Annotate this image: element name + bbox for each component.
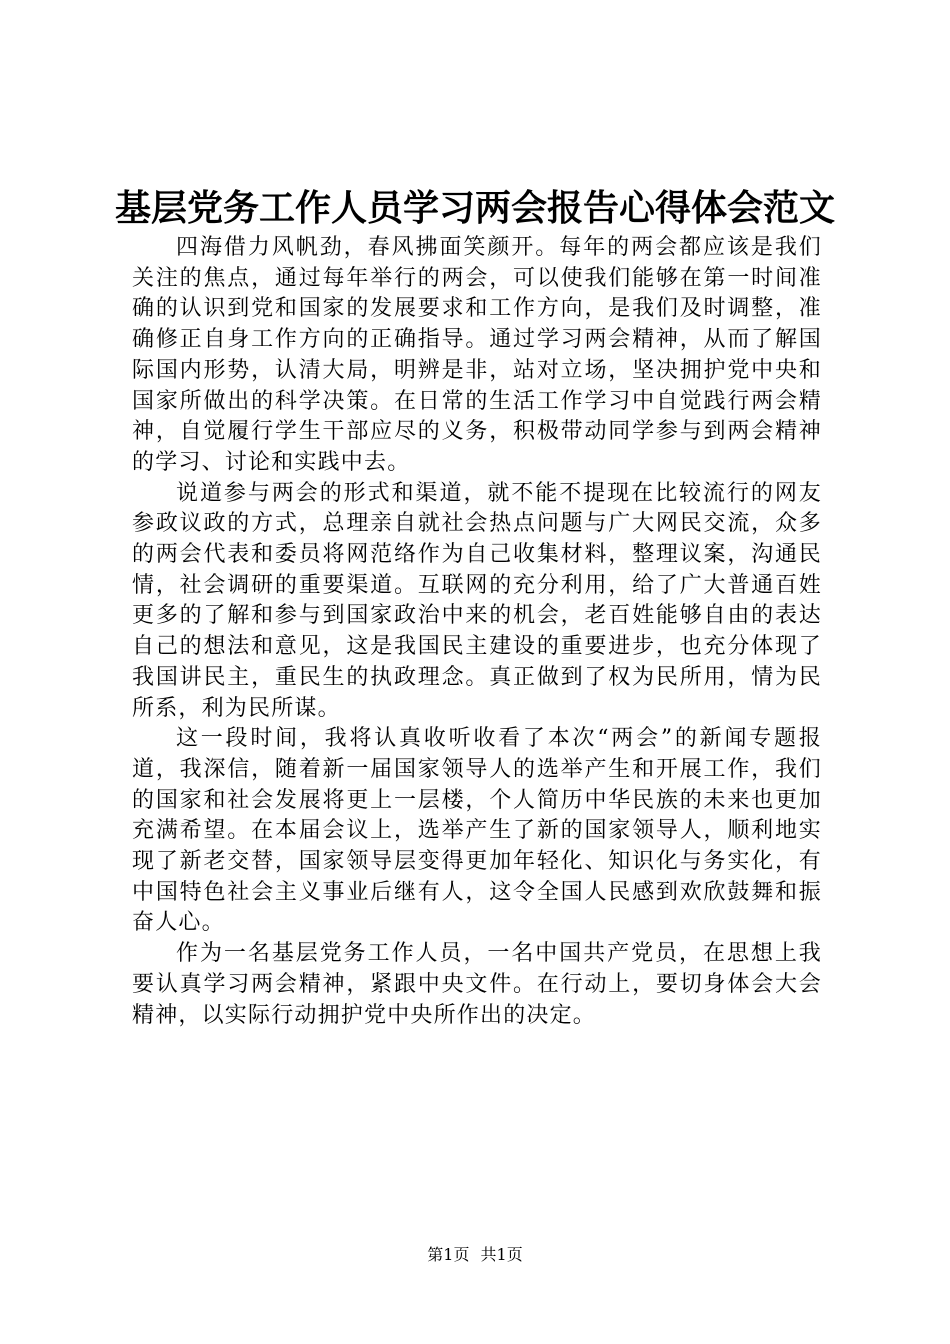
paragraph-1: 四海借力风帆劲，春风拂面笑颜开。每年的两会都应该是我们关注的焦点，通过每年举行的两会，可以使我们能够在第一时间准确的认识到党和国家的发展要求和工作方向，是我们及时调整，准确修正自身工作方向的正确指导。通过学习两会精神，从而了解国际国内形势，认清大局，明辨是非，站对立场，坚决拥护党中央和国家所做出的科学决策。在日常的生活工作学习中自觉践行两会精神，自觉履行学生干部应尽的义务，积极带动同学参与到两会精神的学习、讨论和实践中去。 (132, 235, 822, 475)
page-footer (0, 1244, 950, 1266)
document-title: 基层党务工作人员学习两会报告心得体会范文 (114, 187, 835, 229)
document-body (132, 233, 822, 1031)
paragraph-2: 说道参与两会的形式和渠道，就不能不提现在比较流行的网友参政议政的方式，总理亲自就社会热点问题与广大网民交流，众多的两会代表和委员将网范络作为自己收集材料，整理议案，沟通民情，社会调研的重要渠道。互联网的充分利用，给了广大普通百姓更多的了解和参与到国家政治中来的机会，老百姓能够自由的表达自己的想法和意见，这是我国民主建设的重要进步，也充分体现了我国讲民主，重民生的执政理念。真正做到了权为民所用，情为民所系，利为民所谋。 (132, 480, 822, 721)
paragraph-3: 这一段时间，我将认真收听收看了本次“两会”的新闻专题报道，我深信，随着新一届国家领导人的选举产生和开展工作，我们的国家和社会发展将更上一层楼，个人简历中华民族的未来也更加充满希望。在本届会议上，选举产生了新的国家领导人，顺利地实现了新老交替，国家领导层变得更加年轻化、知识化与务实化，有中国特色社会主义事业后继有人，这令全国人民感到欢欣鼓舞和振奋人心。 (132, 726, 822, 936)
paragraph-4: 作为一名基层党务工作人员，一名中国共产党员，在思想上我要认真学习两会精神，紧跟中央文件。在行动上，要切身体会大会精神，以实际行动拥护党中央所作出的决定。 (132, 941, 822, 1028)
page-number: 第1页 (427, 1245, 470, 1264)
page-total: 共1页 (480, 1245, 523, 1264)
